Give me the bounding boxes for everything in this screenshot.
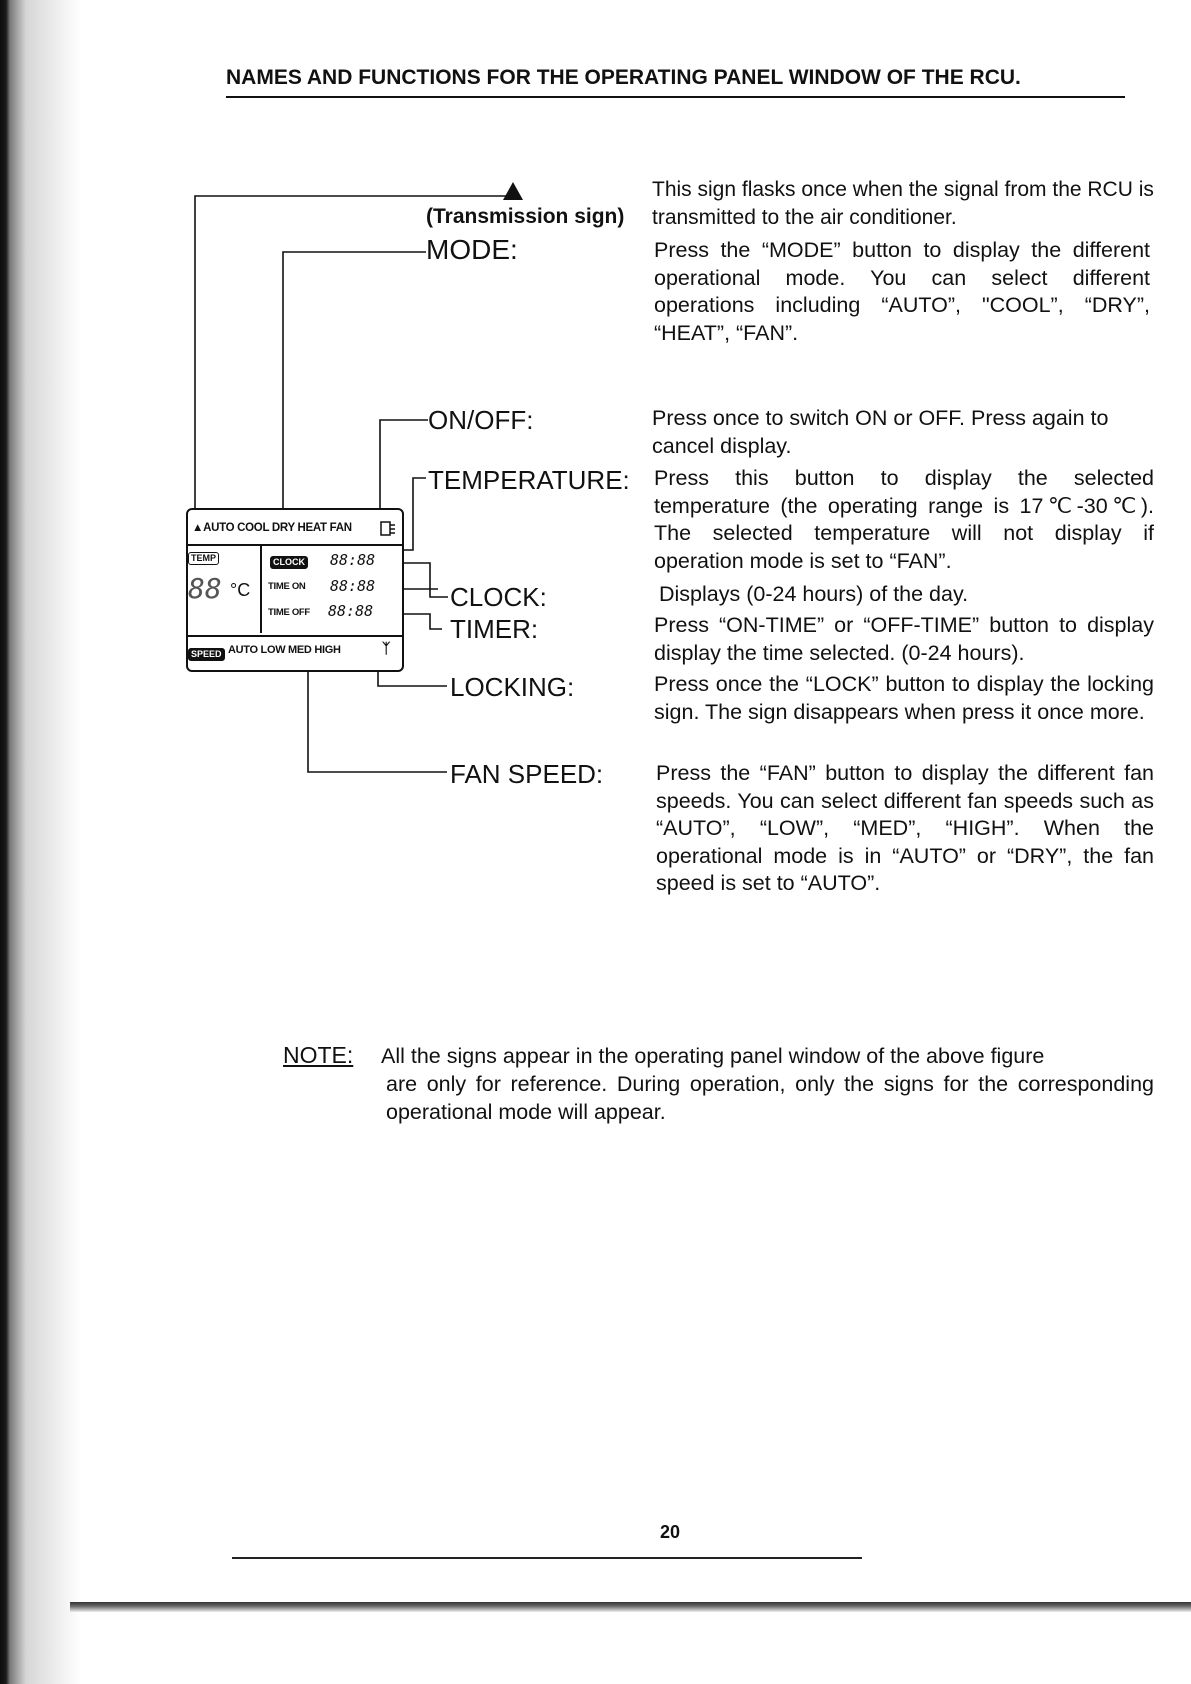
lcd-temp-unit: °C — [230, 580, 251, 600]
lcd-divider-top — [188, 544, 402, 546]
clock-label: CLOCK: — [450, 582, 547, 612]
lcd-time-on-label: TIME ON — [268, 581, 306, 592]
fanspeed-desc: Press the “FAN” button to display the different fan speeds. You can select different fan speeds such as “AUTO”, “LOW”, “MED”, “HIGH”. When the operational mode is in “AUTO” or “DRY”, the fan speed is set to “AUTO”. — [656, 761, 1154, 896]
mode-label: MODE: — [426, 234, 518, 265]
transmission-desc: This sign flasks once when the signal from the RCU is transmitted to the air conditioner. — [652, 178, 1154, 229]
lcd-temp-tag: TEMP — [188, 552, 219, 565]
onoff-desc: Press once to switch ON or OFF. Press again to cancel display. — [652, 406, 1109, 458]
note-text: are only for reference. During operation, only the signs for the corresponding operational mode will appear. — [386, 1072, 1154, 1124]
lcd-speed-tag-wrap — [188, 644, 225, 662]
timer-label: TIMER: — [450, 614, 539, 644]
lcd-clock-digits: 88:88 — [330, 551, 376, 569]
footer-rule — [232, 1557, 862, 1559]
lcd-lock-icon: ᛉ — [382, 640, 391, 656]
lcd-clock-tag: CLOCK — [270, 556, 308, 569]
clock-desc: Displays (0-24 hours) of the day. — [659, 582, 969, 606]
onoff-label: ON/OFF: — [428, 405, 534, 435]
transmission-triangle-icon — [503, 182, 523, 200]
note-first-line: All the signs appear in the operating panel window of the above figure — [381, 1044, 1045, 1068]
note-label: NOTE: — [283, 1042, 354, 1068]
mode-desc: Press the “MODE” button to display the different operational mode. You can select different operations including “AUTO”, "COOL”, “DRY”, “HEAT”, “FAN”. — [654, 238, 1150, 345]
onoff-leader — [380, 420, 428, 512]
lcd-speed-tag: SPEED — [188, 648, 225, 661]
lcd-divider-bottom — [188, 635, 402, 637]
fanspeed-label: FAN SPEED: — [450, 759, 604, 789]
temperature-desc: Press this button to display the selected temperature (the operating range is 17℃-30℃). The selected temperature will not display if operation mode is set to “FAN”. — [654, 466, 1154, 573]
lcd-time-off-label: TIME OFF — [268, 607, 310, 618]
lcd-transmission-icon: ▲ — [192, 522, 204, 534]
temperature-label: TEMPERATURE: — [428, 465, 630, 495]
locking-desc: Press once the “LOCK” button to display the locking sign. The sign disappears when press it once more. — [654, 672, 1154, 724]
lcd-speed-row: AUTO LOW MED HIGH — [228, 644, 341, 656]
transmission-label: (Transmission sign) — [426, 205, 625, 228]
page-number: 20 — [660, 1522, 681, 1542]
lcd-time-on-digits: 88:88 — [330, 577, 376, 595]
lcd-temp-tag-wrap — [188, 548, 219, 566]
lcd-clock-tag-wrap — [270, 552, 308, 570]
lcd-temp-digits: 88 — [188, 572, 222, 605]
lcd-panel — [186, 508, 404, 672]
lcd-divider-vertical — [260, 545, 262, 633]
locking-label: LOCKING: — [450, 672, 575, 702]
page-title: NAMES AND FUNCTIONS FOR THE OPERATING PANEL WINDOW OF THE RCU. — [226, 66, 1021, 89]
lcd-fan-icon — [380, 520, 396, 538]
lcd-time-off-digits: 88:88 — [328, 602, 374, 620]
locking-leader — [378, 671, 447, 686]
mode-leader — [283, 252, 426, 512]
timer-desc: Press “ON-TIME” or “OFF-TIME” button to display display the time selected. (0-24 hours). — [654, 613, 1154, 665]
lcd-mode-row: ▲AUTO COOL DRY HEAT FAN — [192, 522, 352, 534]
